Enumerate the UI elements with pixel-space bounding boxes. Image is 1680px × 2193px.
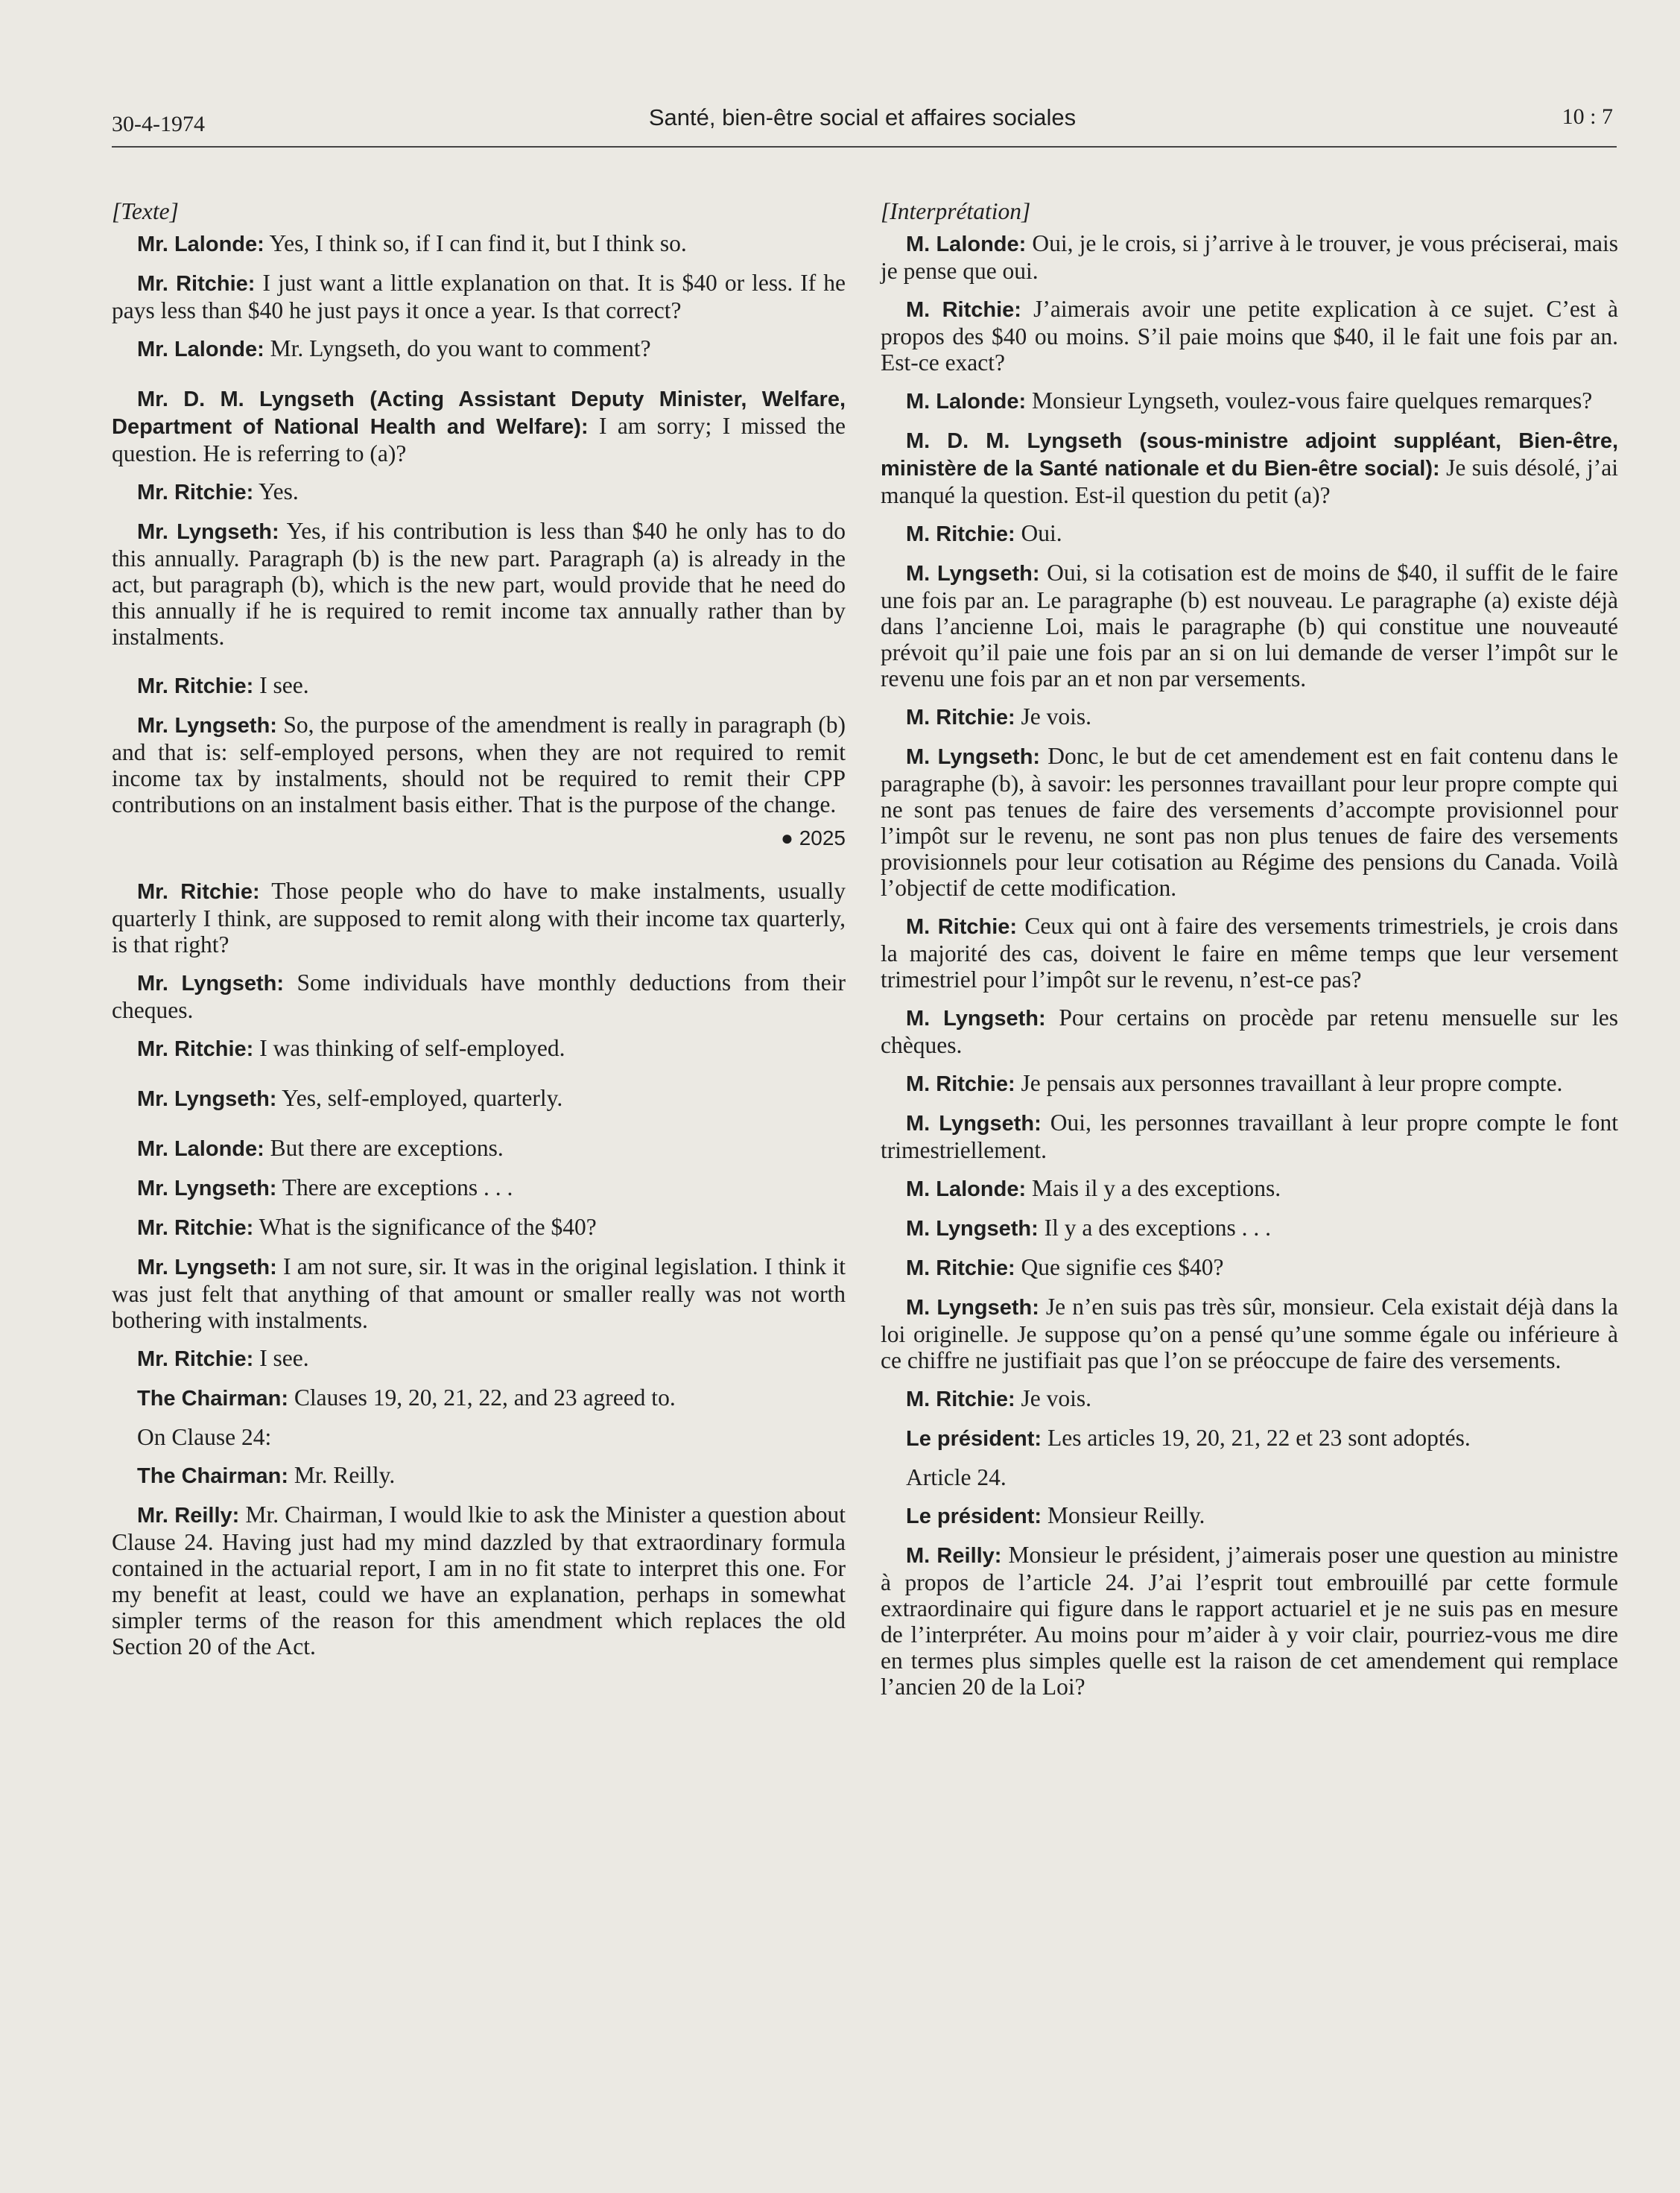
paragraph: [881, 1215, 1618, 1242]
speech-text: Monsieur le président, j’aimerais poser une question au ministre à propos de l’article 24. J’ai l’esprit tout embrouillé par cette formule extraordinaire qui figure dans le rapport actuariel et je ne suis pas en mesure de l’interpréter. Au moins pour m’aider à y voir clair, pourriez-vous me dire en termes plus simples quelle est la raison de cet amendement qui remplace l’ancien 20 de la Loi?: [881, 1542, 1618, 1700]
speech-text: Je suis désolé, j’ai manqué la question. Est-il question du petit (a)?: [881, 455, 1618, 508]
speaker: Mr. Lyngseth:: [137, 1256, 277, 1279]
paragraph: [112, 1385, 846, 1412]
speech-text: Monsieur Reilly.: [1042, 1502, 1205, 1528]
speaker: M. Lyngseth:: [906, 745, 1041, 769]
speech-text: There are exceptions . . .: [276, 1174, 513, 1200]
paragraph: [112, 1345, 846, 1373]
speaker: M. Lyngseth:: [906, 562, 1040, 586]
speech-text: Donc, le but de cet amendement est en fait contenu dans le paragraphe (b), à savoir: les personnes travaillant pour leur propre compte qui ne sont pas tenues de faire des versements d’accompte provisionnel pour l’impôt sur le revenu, ne sont pas non plus tenues de faire des versements provisionnels pour leur cotisation au Régime des pensions du Canada. Voilà l’objectif de cette modification.: [881, 743, 1618, 901]
speaker: Mr. Ritchie:: [137, 1216, 254, 1240]
header-page-number: 10 : 7: [1562, 104, 1613, 129]
speaker: Mr. Reilly:: [137, 1504, 240, 1528]
spacer: [112, 867, 846, 878]
header-date: 30-4-1974: [112, 112, 205, 136]
speech-text: Yes, if his contribution is less than $40 he only has to do this annually. Paragraph (b) is the new part. Paragraph (a) is already in the act, but paragraph (b), which is the new part, would provide that he need do this annually if he is required to remit income tax annually rather than by instalments.: [112, 518, 846, 650]
header-rule: [112, 146, 1617, 148]
speech-text: Oui, les personnes travaillant à leur propre compte le font trimestriellement.: [881, 1110, 1618, 1163]
speaker: Mr. Ritchie:: [137, 481, 254, 504]
paragraph: [881, 427, 1618, 508]
clause-heading: Article 24.: [906, 1464, 1007, 1490]
speech-text: So, the purpose of the amendment is really in paragraph (b) and that is: self-employed persons, when they are not required to remit income tax by instalments, should not be required to remit their CPP contributions on an instalment basis either. That is the purpose of the change.: [112, 712, 846, 817]
language-tag: [Interprétation]: [881, 198, 1031, 224]
paragraph: [112, 230, 846, 258]
speech-text: Je pensais aux personnes travaillant à leur propre compte.: [1015, 1070, 1563, 1096]
paragraph: [881, 230, 1618, 284]
speech-text: J’aimerais avoir une petite explication à ce sujet. C’est à propos des $40 ou moins. S’il paie moins que $40, il le fait une fois par an. Est-ce exact?: [881, 296, 1618, 376]
paragraph: [881, 1254, 1618, 1282]
speech-text: I just want a little explanation on that. It is $40 or less. If he pays less than $40 he just pays it once a year. Is that correct?: [112, 270, 846, 323]
speech-text: What is the significance of the $40?: [253, 1214, 597, 1240]
speaker: Mr. Lyngseth:: [137, 520, 279, 544]
speaker: The Chairman:: [137, 1387, 289, 1411]
paragraph: [112, 878, 846, 958]
speech-text: Pour certains on procède par retenu mensuelle sur les chèques.: [881, 1004, 1618, 1058]
spacer: [112, 375, 846, 385]
speech-text: I am not sure, sir. It was in the original legislation. I think it was just felt that anything of that amount or smaller really was not worth bothering with instalments.: [112, 1253, 846, 1333]
speech-text: Yes, self-employed, quarterly.: [276, 1085, 563, 1111]
speaker: Mr. Lyngseth:: [137, 972, 285, 996]
speaker: M. Reilly:: [906, 1544, 1002, 1568]
speech-text: Je vois.: [1015, 703, 1091, 730]
speech-text: Ceux qui ont à faire des versements trimestriels, je crois dans la majorité des cas, doivent le faire en même temps que leur versement trimestriel pour l’impôt sur le revenu, n’est-ce pas?: [881, 913, 1618, 993]
speaker: Mr. D. M. Lyngseth (Acting Assistant Deputy Minister, Welfare, Department of National Health and Welfare):: [112, 387, 846, 439]
paragraph: [881, 913, 1618, 993]
paragraph: [112, 1501, 846, 1659]
speech-text: Oui, je le crois, si j’arrive à le trouver, je vous préciserai, mais je pense que oui.: [881, 230, 1618, 284]
paragraph: [881, 1385, 1618, 1413]
speech-text: Que signifie ces $40?: [1015, 1254, 1224, 1280]
spacer: [112, 662, 846, 672]
paragraph: [112, 672, 846, 700]
speaker: M. Ritchie:: [906, 915, 1018, 939]
paragraph: [881, 520, 1618, 548]
speech-text: Mais il y a des exceptions.: [1026, 1175, 1281, 1201]
paragraph: [112, 518, 846, 650]
speaker: M. Ritchie:: [906, 706, 1015, 730]
paragraph: [112, 270, 846, 323]
speech-text: Yes.: [253, 478, 299, 504]
speech-text: Oui, si la cotisation est de moins de $40, il suffit de le faire une fois par an. Le paragraphe (b) est nouveau. Le paragraphe (a) existe déjà dans l’ancienne Loi, mais le paragraphe (b) qui constitue une nouveauté prévoit qu’il paie une fois par an si on lui demande de verser l’impôt sur le revenu une fois par an et non par versements.: [881, 560, 1618, 692]
speech-text: I was thinking of self-employed.: [253, 1035, 565, 1061]
header-title: Santé, bien-être social et affaires sociales: [648, 104, 1077, 130]
speaker: Mr. Ritchie:: [137, 272, 256, 296]
paragraph: [881, 296, 1618, 376]
speaker: M. Ritchie:: [906, 522, 1015, 546]
speech-text: Mr. Lyngseth, do you want to comment?: [264, 335, 651, 361]
time-marker: ● 2025: [781, 826, 846, 849]
speaker: Mr. Lalonde:: [137, 338, 264, 361]
speaker: M. Lyngseth:: [906, 1217, 1039, 1241]
speaker: M. D. M. Lyngseth (sous-ministre adjoint suppléant, Bien-être, ministère de la Santé nationale et du Bien-être social):: [881, 429, 1618, 481]
clause-heading: On Clause 24:: [137, 1424, 272, 1450]
paragraph: [112, 1135, 846, 1162]
paragraph: [881, 1110, 1618, 1163]
column-english: [112, 198, 846, 1671]
paragraph: [112, 1085, 846, 1113]
speaker: Mr. Lyngseth:: [137, 1087, 277, 1111]
speech-text: Yes, I think so, if I can find it, but I think so.: [264, 230, 687, 256]
paragraph: [112, 969, 846, 1023]
language-tag: [Texte]: [112, 198, 179, 224]
speaker: Mr. Lyngseth:: [137, 1177, 277, 1200]
speech-text: Il y a des exceptions . . .: [1038, 1215, 1272, 1241]
paragraph: [112, 478, 846, 506]
speech-text: I see.: [253, 672, 309, 698]
speaker: M. Ritchie:: [906, 1072, 1015, 1096]
speech-text: But there are exceptions.: [264, 1135, 504, 1161]
spacer: [112, 1075, 846, 1085]
page-header: [112, 104, 1613, 149]
paragraph: [881, 1004, 1618, 1058]
speaker: M. Lyngseth:: [906, 1007, 1046, 1031]
speaker: Mr. Ritchie:: [137, 880, 260, 904]
paragraph: [881, 1542, 1618, 1700]
speaker: Mr. Lalonde:: [137, 232, 264, 256]
paragraph: [112, 712, 846, 817]
speaker: M. Lalonde:: [906, 232, 1027, 256]
speaker: M. Lyngseth:: [906, 1296, 1039, 1320]
speaker: Le président:: [906, 1427, 1042, 1451]
paragraph: [112, 335, 846, 363]
paragraph: [881, 743, 1618, 901]
speaker: M. Lalonde:: [906, 390, 1027, 414]
paragraph: [112, 1253, 846, 1333]
paragraph: [112, 1035, 846, 1063]
speech-text: Oui.: [1015, 520, 1062, 546]
speech-text: Monsieur Lyngseth, voulez-vous faire quelques remarques?: [1026, 387, 1593, 414]
paragraph: [112, 385, 846, 466]
speaker: M. Ritchie:: [906, 1256, 1015, 1280]
speech-text: Clauses 19, 20, 21, 22, and 23 agreed to.: [288, 1385, 676, 1411]
paragraph: [112, 1174, 846, 1202]
speech-text: I see.: [253, 1345, 309, 1371]
paragraph: [881, 1294, 1618, 1373]
speech-text: Je vois.: [1015, 1385, 1091, 1411]
paragraph: [112, 1214, 846, 1241]
paragraph: [881, 1425, 1618, 1452]
speech-text: Mr. Chairman, I would lkie to ask the Minister a question about Clause 24. Having just had my mind dazzled by that extraordinary formula contained in the actuarial report, I am in no fit state to interpret this one. For my benefit at least, could we have an explanation, perhaps in somewhat simpler terms of the reason for this amendment which replaces the old Section 20 of the Act.: [112, 1501, 846, 1659]
speaker: Mr. Ritchie:: [137, 1037, 254, 1061]
speaker: M. Lalonde:: [906, 1177, 1027, 1201]
spacer: [112, 1124, 846, 1135]
paragraph: [881, 1070, 1618, 1098]
speaker: Mr. Ritchie:: [137, 1347, 254, 1371]
speech-text: Mr. Reilly.: [288, 1462, 396, 1488]
speaker: Mr. Lalonde:: [137, 1137, 264, 1161]
speech-text: Je n’en suis pas très sûr, monsieur. Cela existait déjà dans la loi originelle. Je suppose qu’on a pensé qu’une somme égale ou inférieure à ce chiffre ne justifiait pas que l’on se préoccupe de faire des versements.: [881, 1294, 1618, 1373]
speaker: Mr. Ritchie:: [137, 674, 254, 698]
speech-text: Those people who do have to make instalments, usually quarterly I think, are supposed to remit along with their income tax quarterly, is that right?: [112, 878, 846, 958]
paragraph: [881, 1175, 1618, 1203]
speaker: M. Ritchie:: [906, 298, 1021, 322]
speech-text: I am sorry; I missed the question. He is referring to (a)?: [112, 413, 846, 466]
paragraph: [881, 560, 1618, 692]
speaker: M. Lyngseth:: [906, 1112, 1042, 1136]
speaker: Le président:: [906, 1504, 1042, 1528]
paragraph: [881, 387, 1618, 415]
speaker: The Chairman:: [137, 1464, 289, 1488]
paragraph: [881, 703, 1618, 731]
paragraph: [112, 1462, 846, 1490]
speech-text: Some individuals have monthly deductions from their cheques.: [112, 969, 846, 1023]
paragraph: [881, 1502, 1618, 1530]
speech-text: Les articles 19, 20, 21, 22 et 23 sont adoptés.: [1042, 1425, 1471, 1451]
speaker: M. Ritchie:: [906, 1387, 1015, 1411]
column-french: [881, 198, 1618, 1712]
speaker: Mr. Lyngseth:: [137, 714, 277, 738]
